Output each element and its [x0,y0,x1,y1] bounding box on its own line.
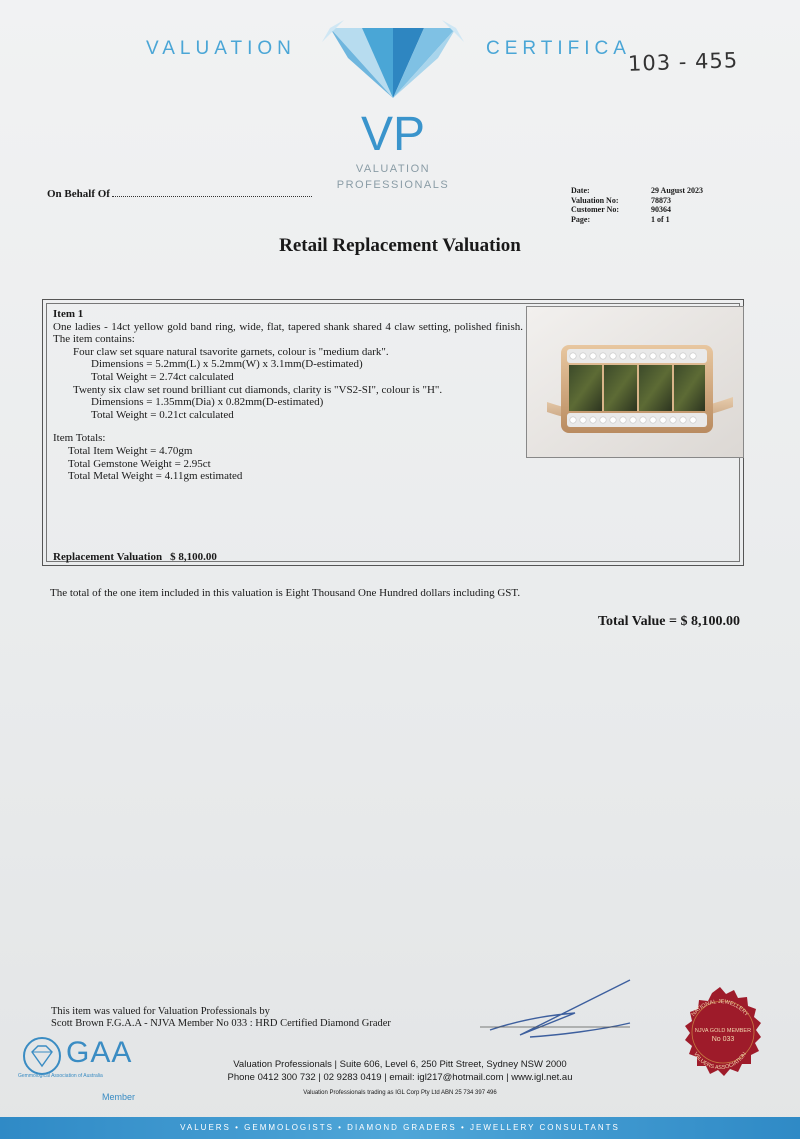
gem1-line: Four claw set square natural tsavorite garnets, colour is "medium dark". [73,345,389,358]
handwritten-reference: 103 - 455 [627,48,739,76]
customer-no-label: Customer No: [571,205,620,214]
seal-arc-top: NATIONAL JEWELLERY [690,998,750,1018]
vp-diamond-logo [322,20,464,195]
item-totals-heading: Item Totals: [53,432,106,445]
valuer-line1: This item was valued for Valuation Professionals by [51,1006,270,1017]
gem1-weight: Total Weight = 2.74ct calculated [91,370,234,383]
gaa-logo [18,1036,158,1106]
contact-phone-email: Phone 0412 300 732 | 02 9283 0419 | email: igl217@hotmail.com | www.igl.net.au [227,1072,573,1083]
contact-details [170,1058,630,1084]
valuation-meta [571,186,703,224]
header-certificate-word: CERTIFICA [486,38,631,59]
customer-no-value: 90364 [651,205,671,214]
signature [480,975,640,1055]
page-value: 1 of 1 [651,214,670,224]
seal-arc-bottom: VALUERS ASSOCIATION [692,1051,748,1072]
on-behalf-blank-line [112,196,312,197]
on-behalf-of [47,188,312,200]
njva-seal [670,985,770,1085]
total-metal-weight: Total Metal Weight = 4.11gm estimated [68,470,243,483]
replacement-value: $ 8,100.00 [170,551,217,563]
gaa-name: GAA [66,1036,133,1069]
trading-as: Valuation Professionals trading as IGL Corp Pty Ltd ABN 25 734 397 496 [303,1090,497,1096]
replacement-label: Replacement Valuation [53,551,163,563]
page-label: Page: [571,214,591,224]
document-title: Retail Replacement Valuation [279,235,521,256]
item-description: One ladies - 14ct yellow gold band ring, wide, flat, tapered shank shared 4 claw setting, polished finish. The item contains: [53,320,523,346]
gem1-dimensions: Dimensions = 5.2mm(L) x 5.2mm(W) x 3.1mm(D-estimated) [91,358,363,371]
total-gemstone-weight: Total Gemstone Weight = 2.95ct [68,457,211,470]
date-label: Date: [571,186,590,195]
gem2-weight: Total Weight = 0.21ct calculated [91,408,234,421]
logo-line1: VALUATION [355,163,431,175]
seal-line2: No 033 [711,1036,735,1043]
total-item-weight: Total Item Weight = 4.70gm [68,444,193,457]
logo-line2: PROFESSIONALS [336,179,450,191]
gem2-line: Twenty six claw set round brilliant cut diamonds, clarity is "VS2-SI", colour is "H". [73,383,443,396]
seal-line1: NJVA GOLD MEMBER [694,1028,752,1034]
valuation-no-label: Valuation No: [571,195,619,205]
gaa-subtitle: Gemmological Association of Australia [18,1073,103,1079]
item-box [42,299,744,566]
date-value: 29 August 2023 [651,186,704,195]
item-box-inner [46,303,740,562]
logo-initials: VP [360,108,426,161]
item-details [53,308,523,483]
gaa-gem-icon [22,1036,64,1076]
header-valuation-word: VALUATION [146,38,296,59]
footer-banner: VALUERS • GEMMOLOGISTS • DIAMOND GRADERS • JEWELLERY CONSULTANTS [0,1117,800,1139]
gaa-member: Member [102,1092,136,1102]
valuation-no-value: 78873 [651,195,671,205]
gem2-dimensions: Dimensions = 1.35mm(Dia) x 0.82mm(D-estimated) [91,396,324,409]
ring-photo [526,306,744,458]
total-value: Total Value = $ 8,100.00 [597,614,740,629]
replacement-valuation [53,551,217,563]
valuer-line2: Scott Brown F.G.A.A - NJVA Member No 033 : HRD Certified Diamond Grader [51,1018,391,1029]
contact-address: Valuation Professionals | Suite 606, Level 6, 250 Pitt Street, Sydney NSW 2000 [233,1059,567,1070]
on-behalf-label: On Behalf Of [47,188,110,200]
valuation-summary: The total of the one item included in this valuation is Eight Thousand One Hundred dollars including GST. [50,587,521,599]
valuer-statement [51,1006,391,1030]
item-heading: Item 1 [53,308,84,320]
